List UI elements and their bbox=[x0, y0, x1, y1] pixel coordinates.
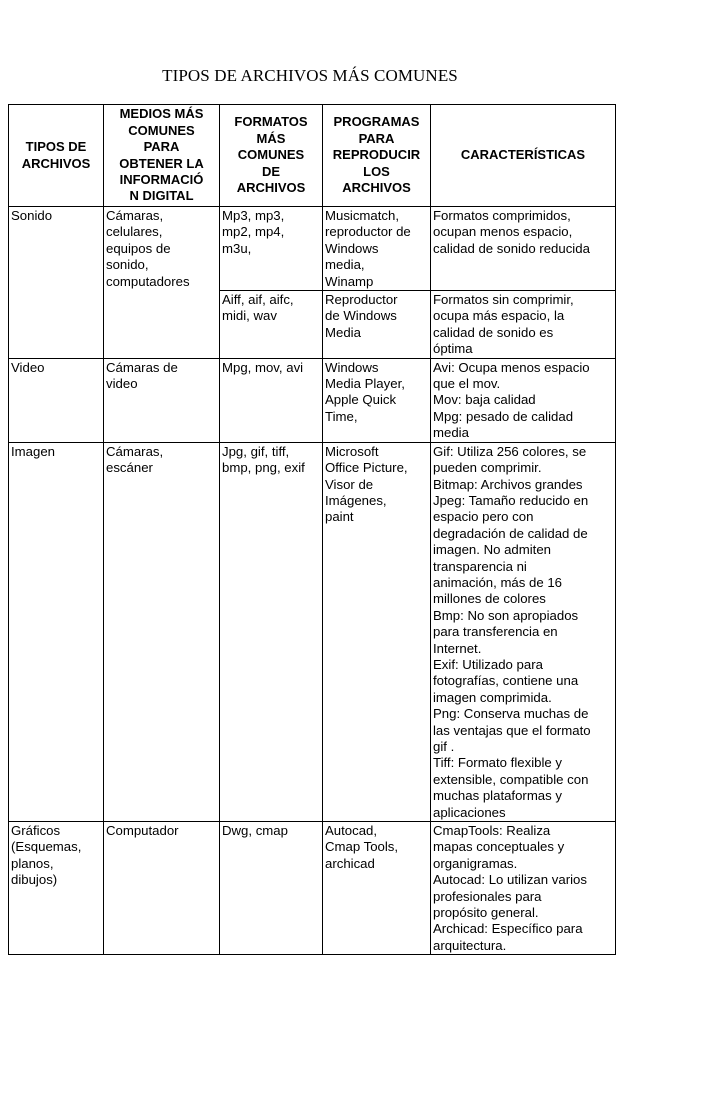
header-tipos bbox=[9, 105, 104, 207]
table-row-sonido-a bbox=[9, 207, 616, 291]
text-line: TIPOS DE bbox=[25, 139, 87, 155]
text-line: Media bbox=[325, 324, 361, 340]
text-line: CmapTools: Realiza bbox=[433, 823, 551, 839]
text-line: Jpeg: Tamaño reducido en bbox=[433, 492, 589, 508]
header-formatos bbox=[220, 105, 323, 207]
text-line: bmp, png, exif bbox=[222, 460, 305, 476]
cell-caracteristicas-sonido-sin-comprimir bbox=[431, 291, 616, 359]
text-line: planos, bbox=[11, 855, 54, 871]
document-title: TIPOS DE ARCHIVOS MÁS COMUNES bbox=[162, 66, 458, 85]
text-line: extensible, compatible con bbox=[433, 771, 589, 787]
text-line: millones de colores bbox=[433, 591, 546, 607]
text-line: ocupa más espacio, la bbox=[433, 308, 565, 324]
text-line: Mp3, mp3, bbox=[222, 208, 285, 223]
text-line: ARCHIVOS bbox=[342, 180, 411, 196]
text-line: Windows bbox=[325, 240, 379, 256]
text-line: animación, más de 16 bbox=[433, 574, 563, 590]
text-line: media, bbox=[325, 257, 365, 273]
text-line: Tiff: Formato flexible y bbox=[433, 755, 562, 771]
text-line: MÁS bbox=[256, 130, 286, 146]
header-row bbox=[9, 105, 616, 207]
text-line: Exif: Utilizado para bbox=[433, 656, 543, 672]
text-line: m3u, bbox=[222, 240, 252, 256]
cell-programas-imagen bbox=[323, 442, 431, 821]
cell-formatos-graficos bbox=[220, 822, 323, 955]
text-line: aplicaciones bbox=[433, 804, 506, 820]
text-line: gif . bbox=[433, 739, 455, 754]
cell-medios-graficos bbox=[104, 822, 220, 955]
text-line: CARACTERÍSTICAS bbox=[460, 147, 586, 163]
text-line: PARA bbox=[143, 139, 180, 155]
text-line: video bbox=[106, 376, 138, 392]
text-line: arquitectura. bbox=[433, 937, 507, 953]
text-line: Bmp: No son apropiados bbox=[433, 607, 579, 623]
text-line: ARCHIVOS bbox=[236, 180, 306, 196]
cell-caracteristicas-graficos bbox=[431, 822, 616, 955]
text-line: Jpg, gif, tiff, bbox=[222, 443, 290, 459]
text-line: Gráficos bbox=[11, 823, 61, 839]
cell-programas-graficos bbox=[323, 822, 431, 955]
cell-formatos-imagen bbox=[220, 442, 323, 821]
text-line: PROGRAMAS bbox=[333, 114, 420, 130]
cell-tipo-graficos bbox=[9, 822, 104, 955]
cell-programas-sonido-comprimidos bbox=[323, 207, 431, 291]
cell-caracteristicas-imagen bbox=[431, 442, 616, 821]
text-line: Visor de bbox=[325, 476, 374, 492]
text-line: Formatos sin comprimir, bbox=[433, 292, 574, 308]
text-line: Autocad: Lo utilizan varios bbox=[433, 872, 587, 888]
text-line: Cámaras, bbox=[106, 443, 164, 459]
text-line: reproductor de bbox=[325, 224, 411, 240]
cell-tipo-imagen bbox=[9, 442, 104, 821]
table-row-video bbox=[9, 358, 616, 442]
cell-programas-sonido-sin-comprimir bbox=[323, 291, 431, 359]
text-line: transparencia ni bbox=[433, 558, 527, 574]
cell-programas-video bbox=[323, 358, 431, 442]
text-line: Mpg, mov, avi bbox=[222, 359, 304, 375]
text-line: Avi: Ocupa menos espacio bbox=[433, 359, 590, 375]
text-line: pueden comprimir. bbox=[433, 460, 542, 476]
text-line: Formatos comprimidos, bbox=[433, 208, 571, 223]
text-line: celulares, bbox=[106, 224, 163, 240]
text-line: Cámaras, bbox=[106, 208, 164, 223]
text-line: INFORMACIÓ bbox=[119, 171, 204, 187]
text-line: ARCHIVOS bbox=[21, 155, 91, 171]
text-line: que el mov. bbox=[433, 376, 501, 392]
text-line: Bitmap: Archivos grandes bbox=[433, 476, 583, 492]
text-line: Microsoft bbox=[325, 443, 379, 459]
cell-formatos-video bbox=[220, 358, 323, 442]
file-types-table bbox=[8, 104, 616, 955]
text-line: Cámaras de bbox=[106, 359, 178, 375]
text-line: escáner bbox=[106, 460, 153, 476]
text-line: FORMATOS bbox=[234, 114, 308, 130]
text-line: Apple Quick bbox=[325, 392, 397, 408]
text-line: midi, wav bbox=[222, 308, 277, 324]
text-line: Imagen bbox=[11, 443, 55, 459]
header-medios bbox=[104, 105, 220, 207]
text-line: profesionales para bbox=[433, 888, 542, 904]
cell-medios-imagen bbox=[104, 442, 220, 821]
text-line: media bbox=[433, 425, 469, 441]
text-line: mp2, mp4, bbox=[222, 224, 285, 240]
table-row-imagen bbox=[9, 442, 616, 821]
text-line: imagen. No admiten bbox=[433, 542, 552, 558]
text-line: OBTENER LA bbox=[119, 155, 204, 171]
text-line: imagen comprimida. bbox=[433, 689, 552, 705]
cell-medios-video bbox=[104, 358, 220, 442]
text-line: de Windows bbox=[325, 308, 397, 324]
text-line: Musicmatch, bbox=[325, 208, 400, 223]
cell-caracteristicas-video bbox=[431, 358, 616, 442]
text-line: mapas conceptuales y bbox=[433, 839, 565, 855]
text-line: REPRODUCIR bbox=[332, 147, 421, 163]
cell-formatos-sonido-comprimidos bbox=[220, 207, 323, 291]
header-caracteristicas bbox=[431, 105, 616, 207]
text-line: DE bbox=[261, 163, 281, 179]
text-line: Windows bbox=[325, 359, 379, 375]
text-line: Gif: Utiliza 256 colores, se bbox=[433, 443, 587, 459]
text-line: fotografías, contiene una bbox=[433, 673, 579, 689]
text-line: Video bbox=[11, 359, 45, 375]
text-line: Cmap Tools, bbox=[325, 839, 399, 855]
text-line: espacio pero con bbox=[433, 509, 534, 525]
text-line: Office Picture, bbox=[325, 460, 408, 476]
text-line: dibujos) bbox=[11, 872, 58, 888]
text-line: Time, bbox=[325, 408, 358, 424]
cell-medios-sonido bbox=[104, 207, 220, 359]
text-line: propósito general. bbox=[433, 905, 539, 921]
text-line: calidad de sonido reducida bbox=[433, 240, 590, 256]
text-line: Internet. bbox=[433, 640, 482, 656]
cell-formatos-sonido-sin-comprimir bbox=[220, 291, 323, 359]
cell-caracteristicas-sonido-comprimidos bbox=[431, 207, 616, 291]
text-line: Media Player, bbox=[325, 376, 405, 392]
text-line: organigramas. bbox=[433, 855, 518, 871]
text-line: N DIGITAL bbox=[129, 188, 194, 204]
text-line: (Esquemas, bbox=[11, 839, 82, 855]
text-line: paint bbox=[325, 509, 354, 525]
text-line: COMUNES bbox=[128, 122, 195, 138]
text-line: las ventajas que el formato bbox=[433, 722, 591, 738]
text-line: calidad de sonido es bbox=[433, 324, 554, 340]
text-line: degradación de calidad de bbox=[433, 525, 588, 541]
text-line: MEDIOS MÁS bbox=[119, 106, 204, 122]
text-line: sonido, bbox=[106, 257, 149, 273]
text-line: Reproductor bbox=[325, 292, 398, 308]
text-line: muchas plataformas y bbox=[433, 788, 562, 804]
text-line: Archicad: Específico para bbox=[433, 921, 583, 937]
text-line: Png: Conserva muchas de bbox=[433, 706, 589, 722]
text-line: Sonido bbox=[11, 208, 53, 223]
text-line: LOS bbox=[363, 163, 390, 179]
cell-tipo-video bbox=[9, 358, 104, 442]
text-line: Winamp bbox=[325, 273, 374, 289]
text-line: Mpg: pesado de calidad bbox=[433, 408, 574, 424]
text-line: Dwg, cmap bbox=[222, 823, 288, 839]
header-programas bbox=[323, 105, 431, 207]
text-line: Computador bbox=[106, 823, 179, 839]
text-line: computadores bbox=[106, 273, 190, 289]
text-line: Mov: baja calidad bbox=[433, 392, 536, 408]
text-line: óptima bbox=[433, 341, 473, 357]
text-line: Aiff, aif, aifc, bbox=[222, 292, 294, 308]
text-line: archicad bbox=[325, 855, 375, 871]
text-line: Imágenes, bbox=[325, 492, 387, 508]
cell-tipo-sonido bbox=[9, 207, 104, 359]
text-line: ocupan menos espacio, bbox=[433, 224, 573, 240]
text-line: equipos de bbox=[106, 240, 171, 256]
text-line: COMUNES bbox=[237, 147, 305, 163]
text-line: Autocad, bbox=[325, 823, 378, 839]
text-line: PARA bbox=[358, 130, 395, 146]
text-line: para transferencia en bbox=[433, 624, 558, 640]
table-row-graficos bbox=[9, 822, 616, 955]
